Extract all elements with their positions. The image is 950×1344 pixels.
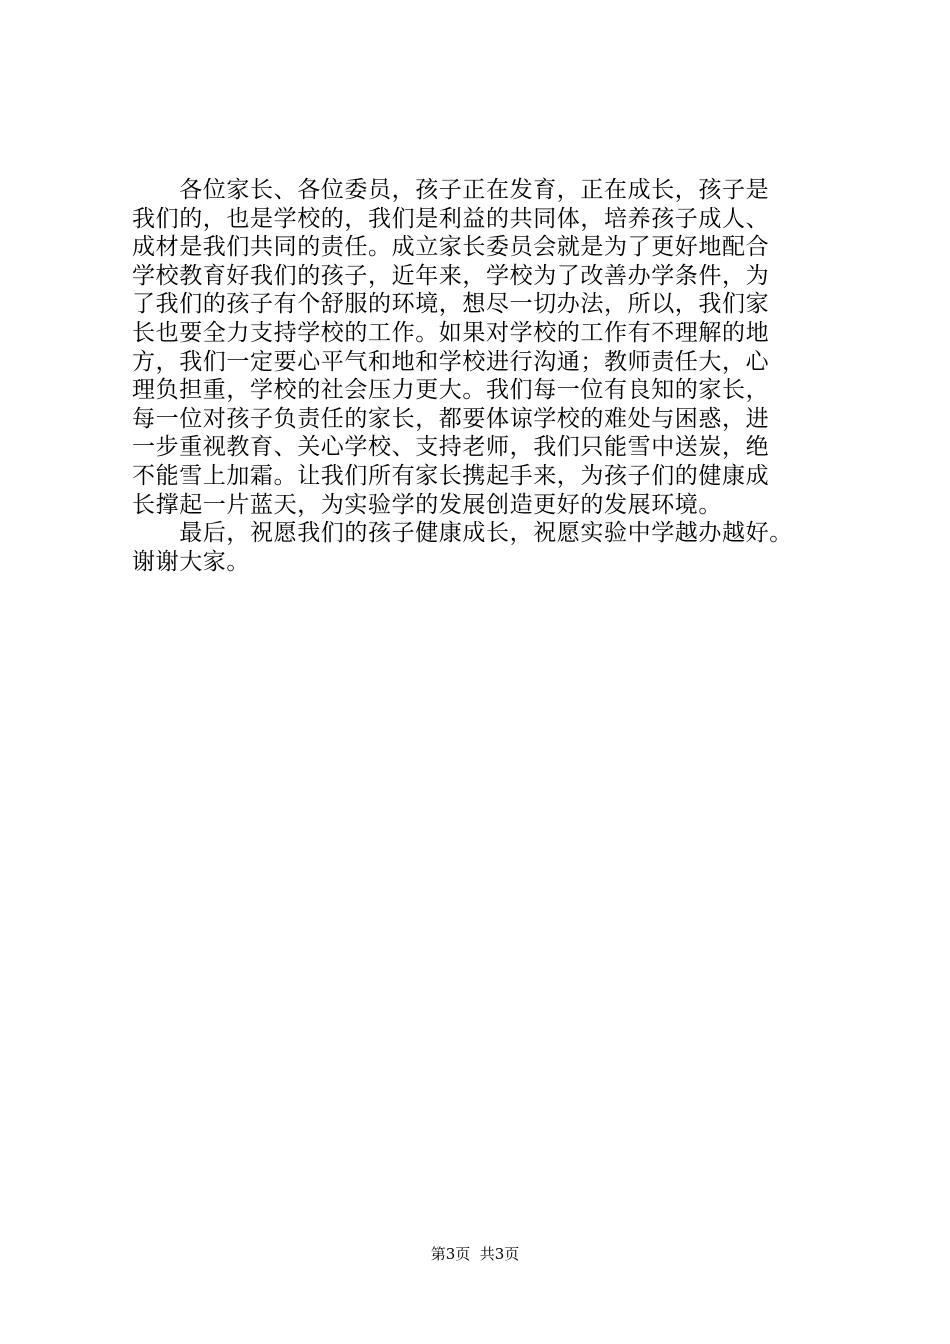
text-line: 长也要全力支持学校的工作。如果对学校的工作有不理解的地 [132,319,770,346]
text-line: 理负担重，学校的社会压力更大。我们每一位有良知的家长， [132,377,770,404]
text-line: 成材是我们共同的责任。成立家长委员会就是为了更好地配合 [132,234,770,261]
document-body [132,176,862,576]
text-line: 长撑起一片蓝天，为实验学的发展创造更好的发展环境。 [132,491,722,518]
paragraph-1 [132,176,862,519]
text-line: 方，我们一定要心平气和地和学校进行沟通；教师责任大，心 [132,348,770,375]
text-line: 我们的，也是学校的，我们是利益的共同体，培养孩子成人、 [132,205,770,232]
text-line: 了我们的孩子有个舒服的环境，想尽一切办法，所以，我们家 [132,291,770,318]
text-line: 各位家长、各位委员，孩子正在发育，正在成长，孩子是 [132,177,770,203]
text-line: 最后，祝愿我们的孩子健康成长，祝愿实验中学越办越好。 [132,520,793,547]
text-line: 不能雪上加霜。让我们所有家长携起手来，为孩子们的健康成 [132,462,770,489]
page-footer: 第3页 共3页 [430,1245,520,1263]
text-line: 一步重视教育、关心学校、支持老师，我们只能雪中送炭，绝 [132,434,770,461]
text-line: 学校教育好我们的孩子，近年来，学校为了改善办学条件，为 [132,262,770,289]
paragraph-2 [132,519,862,576]
text-line: 谢谢大家。 [132,548,250,575]
text-line: 每一位对孩子负责任的家长，都要体谅学校的难处与困惑，进 [132,405,770,432]
